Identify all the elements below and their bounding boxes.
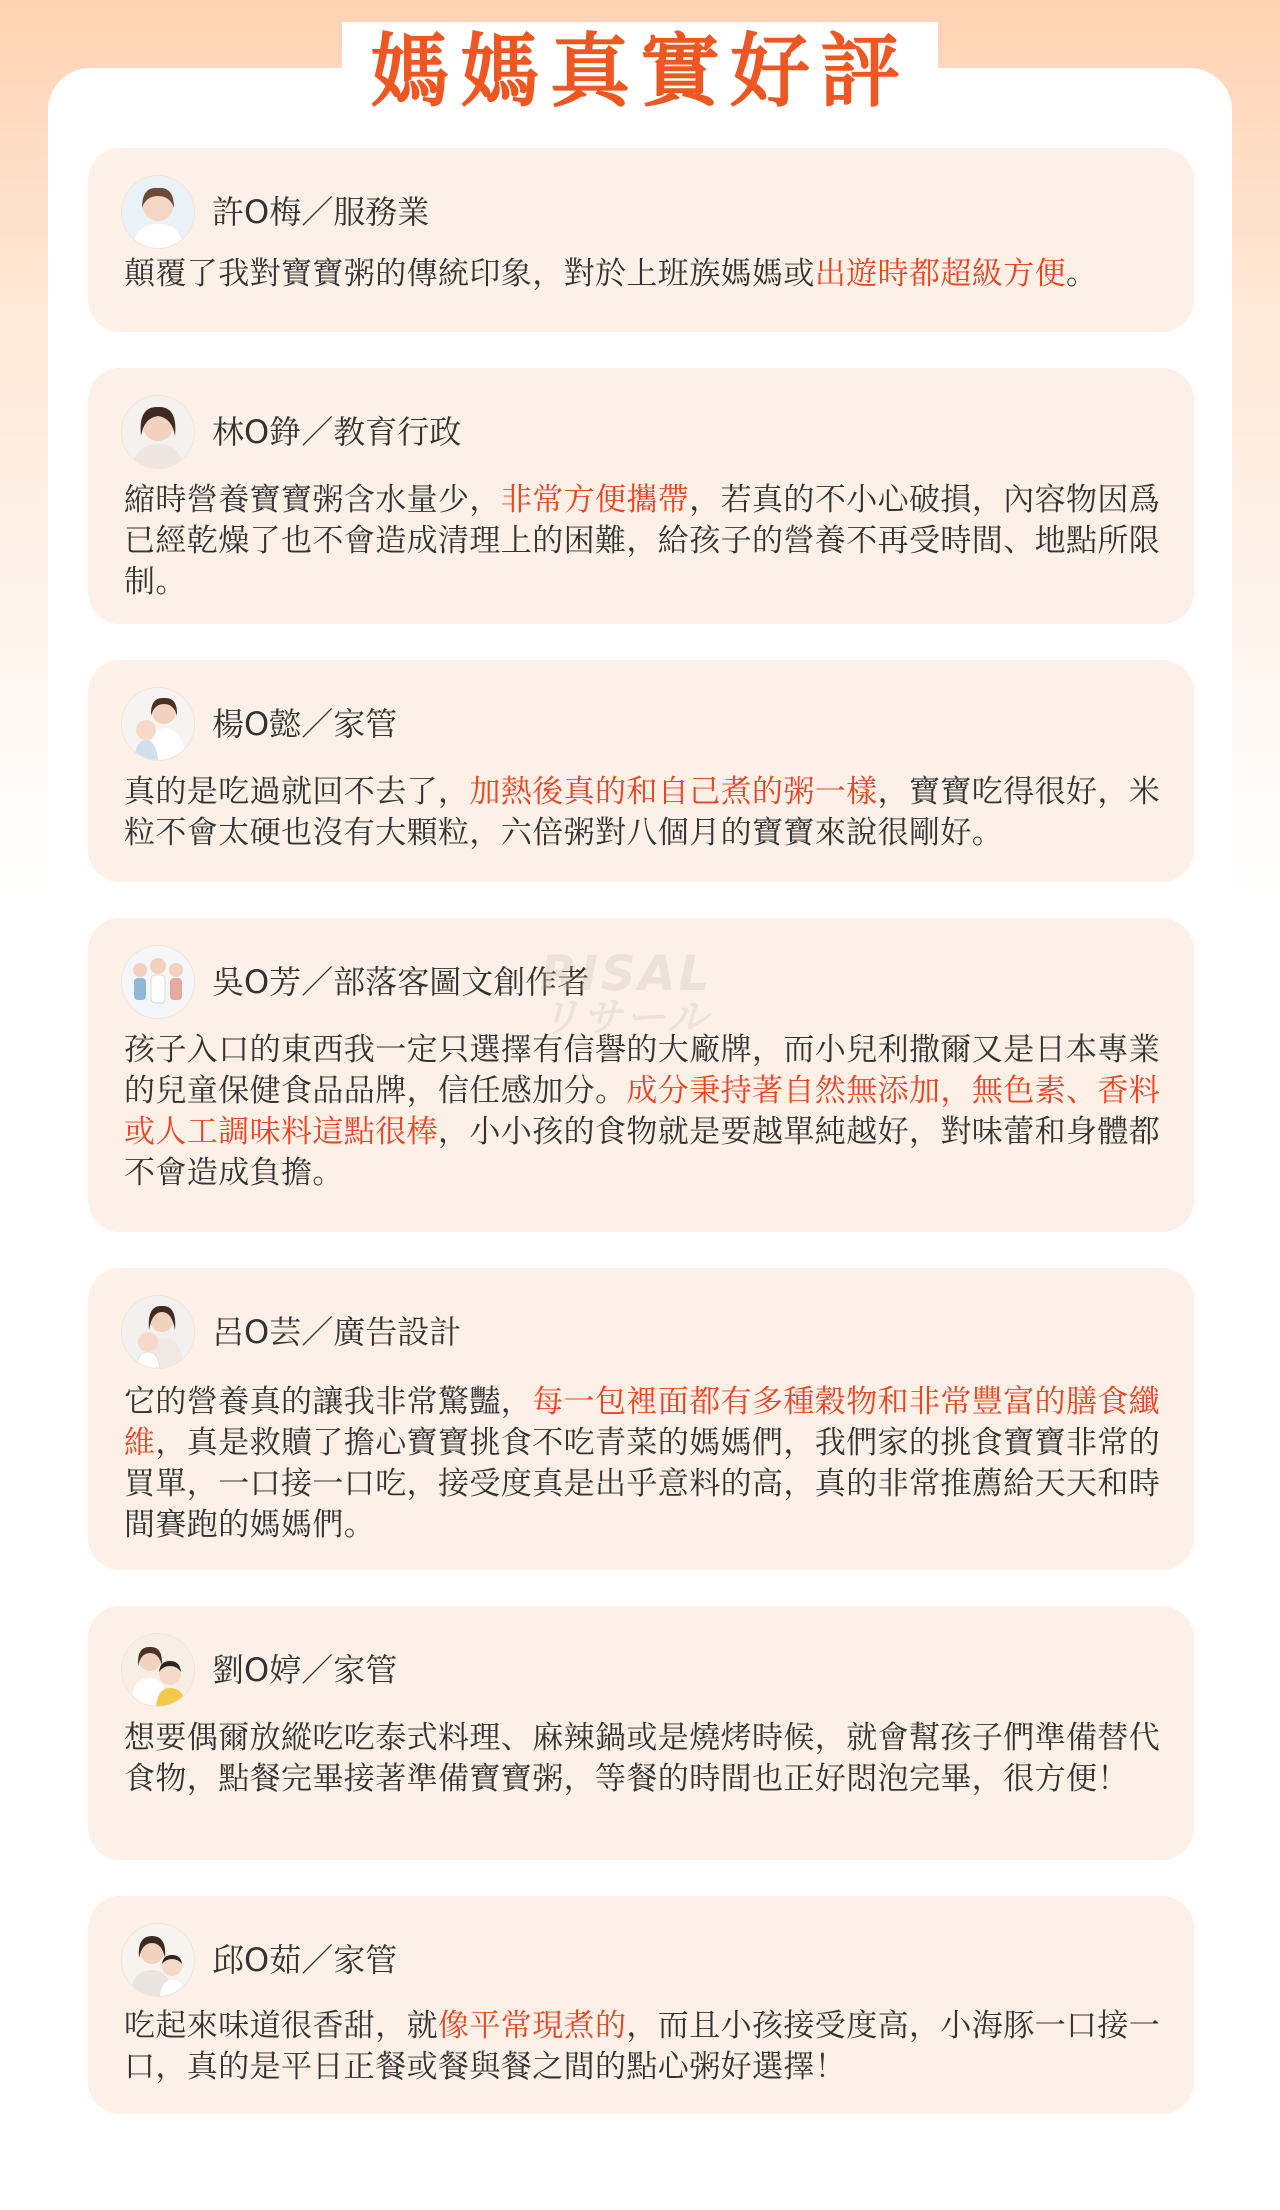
review-text-segment: 想要偶爾放縱吃吃泰式料理、麻辣鍋或是燒烤時候，就會幫孩子們準備替代食物，點餐完畢接著準備寶寶粥，等餐的時間也正好悶泡完畢，很方便！: [124, 1720, 1161, 1797]
review-text: [124, 480, 1164, 603]
review-text-segment: ，真是救贖了擔心寶寶挑食不吃青菜的媽媽們，我們家的挑食寶寶非常的買單，一口接一口吃，接受度真是出乎意料的高，真的非常推薦給天天和時間賽跑的媽媽們。: [124, 1425, 1161, 1543]
review-highlight: 像平常現煮的: [438, 2008, 627, 2044]
review-highlight: 非常方便攜帶: [500, 482, 690, 518]
review-highlight: 加熱後真的和自己煮的粥一樣: [469, 774, 878, 810]
review-highlight: 成分秉持著自然無添加，無色素、香料或人工調味料這點很棒: [124, 1073, 1161, 1150]
mother-baby-avatar-icon: [122, 688, 194, 760]
review-text-segment: ，寶寶吃得很好，米粒不會太硬也沒有大顆粒，六倍粥對八個月的寶寶來說很剛好。: [124, 774, 1161, 851]
review-text: [124, 1030, 1164, 1194]
reviewer-name: 楊O懿／家管: [212, 705, 398, 743]
woman-avatar-icon: [122, 176, 194, 248]
review-text-segment: 。: [1066, 256, 1098, 292]
review-text-segment: 真的是吃過就回不去了，: [124, 774, 470, 810]
reviewer-name: 呂O芸／廣告設計: [212, 1313, 462, 1351]
review-card: [88, 1606, 1194, 1860]
review-text: [124, 1382, 1164, 1546]
review-text-segment: 孩子入口的東西我一定只選擇有信譽的大廠牌，而小兒利撒爾又是日本專業的兒童保健食品品牌，信任感加分。: [124, 1032, 1161, 1109]
mother-child-avatar-icon: [122, 1634, 194, 1706]
reviewer-name: 劉O婷／家管: [212, 1651, 398, 1689]
watermark-line1: RISAL: [540, 946, 713, 1002]
review-text-segment: 顛覆了我對寶寶粥的傳統印象，對於上班族媽媽或: [124, 256, 815, 292]
review-text-segment: 它的營養真的讓我非常驚豔，: [124, 1384, 533, 1420]
review-card: [88, 660, 1194, 882]
brand-watermark: [540, 946, 713, 1041]
review-highlight: 每一包裡面都有多種穀物和非常豐富的膳食纖維: [124, 1384, 1161, 1461]
review-text-segment: ，若真的不小心破損，內容物因爲已經乾燥了也不會造成清理上的困難，給孩子的營養不再受時間、地點所限制。: [124, 482, 1161, 600]
review-text-segment: 縮時營養寶寶粥含水量少，: [124, 482, 501, 518]
review-text-segment: ，而且小孩接受度高，小海豚一口接一口，真的是平日正餐或餐與餐之間的點心粥好選擇！: [124, 2008, 1161, 2085]
review-text: [124, 1718, 1164, 1800]
review-text-segment: 吃起來味道很香甜，就: [124, 2008, 438, 2044]
review-text-segment: ，小小孩的食物就是要越單純越好，對味蕾和身體都不會造成負擔。: [124, 1114, 1161, 1191]
review-text: [124, 772, 1164, 854]
review-text: [124, 2006, 1164, 2088]
review-card: [88, 148, 1194, 332]
reviewer-name: 林O錚／教育行政: [212, 413, 462, 451]
reviewer-name: 邱O茹／家管: [212, 1941, 398, 1979]
reviewer-name: 吳O芳／部落客圖文創作者: [212, 963, 590, 1001]
review-card: [88, 368, 1194, 624]
review-highlight: 出遊時都超級方便: [814, 256, 1067, 292]
woman-avatar-icon: [122, 396, 194, 468]
watermark-line2: リサール: [540, 995, 711, 1041]
page-title: 媽媽真實好評: [342, 22, 938, 122]
family-avatar-icon: [122, 946, 194, 1018]
title-banner: [0, 22, 1280, 122]
review-card: [88, 1268, 1194, 1570]
review-card: [88, 1896, 1194, 2114]
mother-baby-avatar-icon: [122, 1296, 194, 1368]
review-text: [124, 254, 1164, 295]
mother-child-avatar-icon: [122, 1924, 194, 1996]
reviewer-name: 許O梅／服務業: [212, 193, 430, 231]
